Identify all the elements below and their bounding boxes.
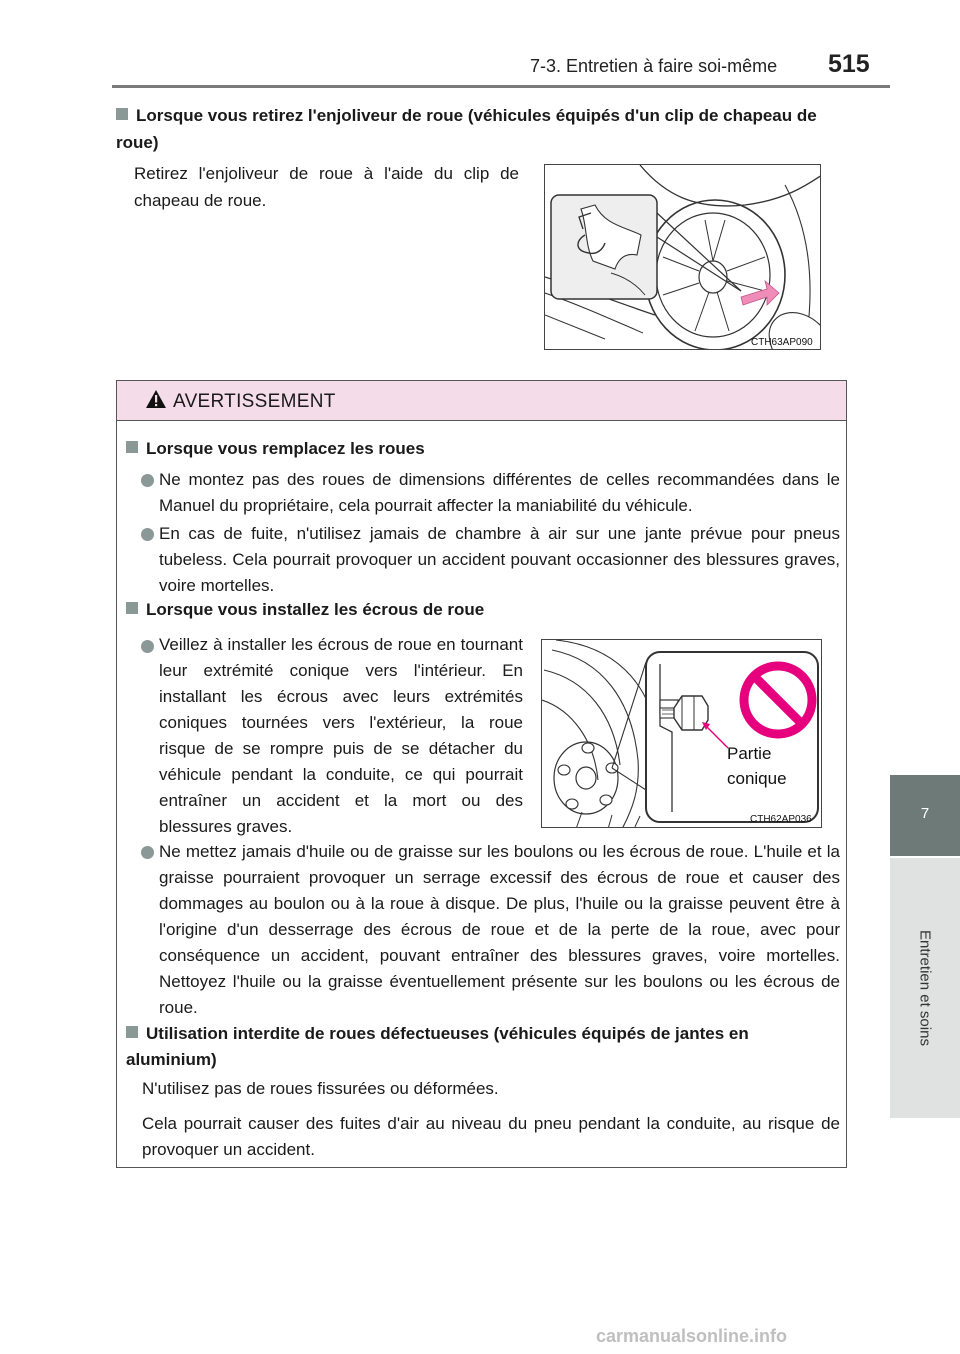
chapter-number: 7: [920, 805, 930, 822]
intro-body: Retirez l'enjoliveur de roue à l'aide du clip de chapeau de roue.: [134, 164, 519, 210]
warning-text-no-grease: Ne mettez jamais d'huile ou de graisse sur les boulons ou les écrous de roue. L'huile et la graisse pourraient provoquer un serrage excessif des écrous de roue et causer des dommages au boulon ou à la roue à disque. De plus, l'huile ou la graisse peuvent être à l'origine d'un desserrage des écrous de roue et de la perte de la roue, avec pour conséquence un accident, pouvant entraîner des blessures graves, voire mortelles. Nettoyez l'huile ou la graisse éventuellement présente sur les boulons ou les écrous de roue.: [159, 842, 840, 1017]
chapter-number-tab[interactable]: [890, 775, 960, 856]
tapered-part-label: Partie conique: [727, 744, 787, 788]
header-rule: [112, 85, 890, 88]
warning-text-air-leak: Cela pourrait causer des fuites d'air au niveau du pneu pendant la conduite, au risque de provoquer un accident.: [142, 1114, 840, 1159]
figure-code: CTH63AP090: [751, 337, 813, 348]
intro-heading: Lorsque vous retirez l'enjoliveur de roue (véhicules équipés d'un clip de chapeau de roue): [116, 106, 817, 152]
round-bullet-icon: [141, 528, 154, 541]
warning-text-nut-orientation: Veillez à installer les écrous de roue en tournant leur extrémité conique vers l'intérieur. En installant les écrous avec leurs extrémités coniques tournées vers l'extérieur, la roue risque de se rompre puis de se détacher du véhicule pendant la conduite, ce qui pourrait entraîner un accident et la mort ou des blessures graves.: [159, 635, 523, 836]
square-bullet-icon: [126, 441, 138, 453]
square-bullet-icon: [126, 602, 138, 614]
intro-heading-block: [116, 102, 846, 156]
wheel-cover-clip-drawing: [545, 165, 821, 350]
round-bullet-icon: [141, 846, 154, 859]
warning-text-wheel-size: Ne montez pas des roues de dimensions différentes de celles recommandées dans le Manuel du propriétaire, cela pourrait affecter la maniabilité du véhicule.: [159, 470, 840, 515]
square-bullet-icon: [116, 108, 128, 120]
wheel-nut-illustration: [541, 639, 822, 828]
warning-heading-defective-wheels: Utilisation interdite de roues défectueuses (véhicules équipés de jantes en aluminium): [126, 1024, 749, 1069]
figure-code: CTH62AP036: [750, 814, 812, 825]
warning-heading-wheels: Lorsque vous remplacez les roues: [126, 436, 838, 462]
page-number: 515: [828, 50, 870, 78]
hubcap-removal-illustration: [544, 164, 821, 350]
square-bullet-icon: [126, 1026, 138, 1038]
round-bullet-icon: [141, 474, 154, 487]
warning-text-inner-tube: En cas de fuite, n'utilisez jamais de chambre à air sur une jante prévue pour pneus tubeless. Cela pourrait provoquer un accident pouvant occasionner des blessures graves, voire mortelles.: [159, 524, 840, 595]
warning-header: [117, 381, 846, 421]
section-title: 7-3. Entretien à faire soi-même: [530, 56, 778, 76]
round-bullet-icon: [141, 640, 154, 653]
chapter-label-tab[interactable]: [890, 858, 960, 1118]
warning-title: AVERTISSEMENT: [173, 391, 336, 412]
warning-text-no-cracked: N'utilisez pas de roues fissurées ou déformées.: [142, 1079, 499, 1098]
warning-triangle-icon: [145, 389, 167, 409]
chapter-label: Entretien et soins: [916, 930, 934, 1046]
tapered-nut-drawing: [542, 640, 822, 828]
warning-heading-nuts: Lorsque vous installez les écrous de roue: [126, 597, 838, 623]
footer-watermark: carmanualsonline.info: [596, 1326, 788, 1346]
